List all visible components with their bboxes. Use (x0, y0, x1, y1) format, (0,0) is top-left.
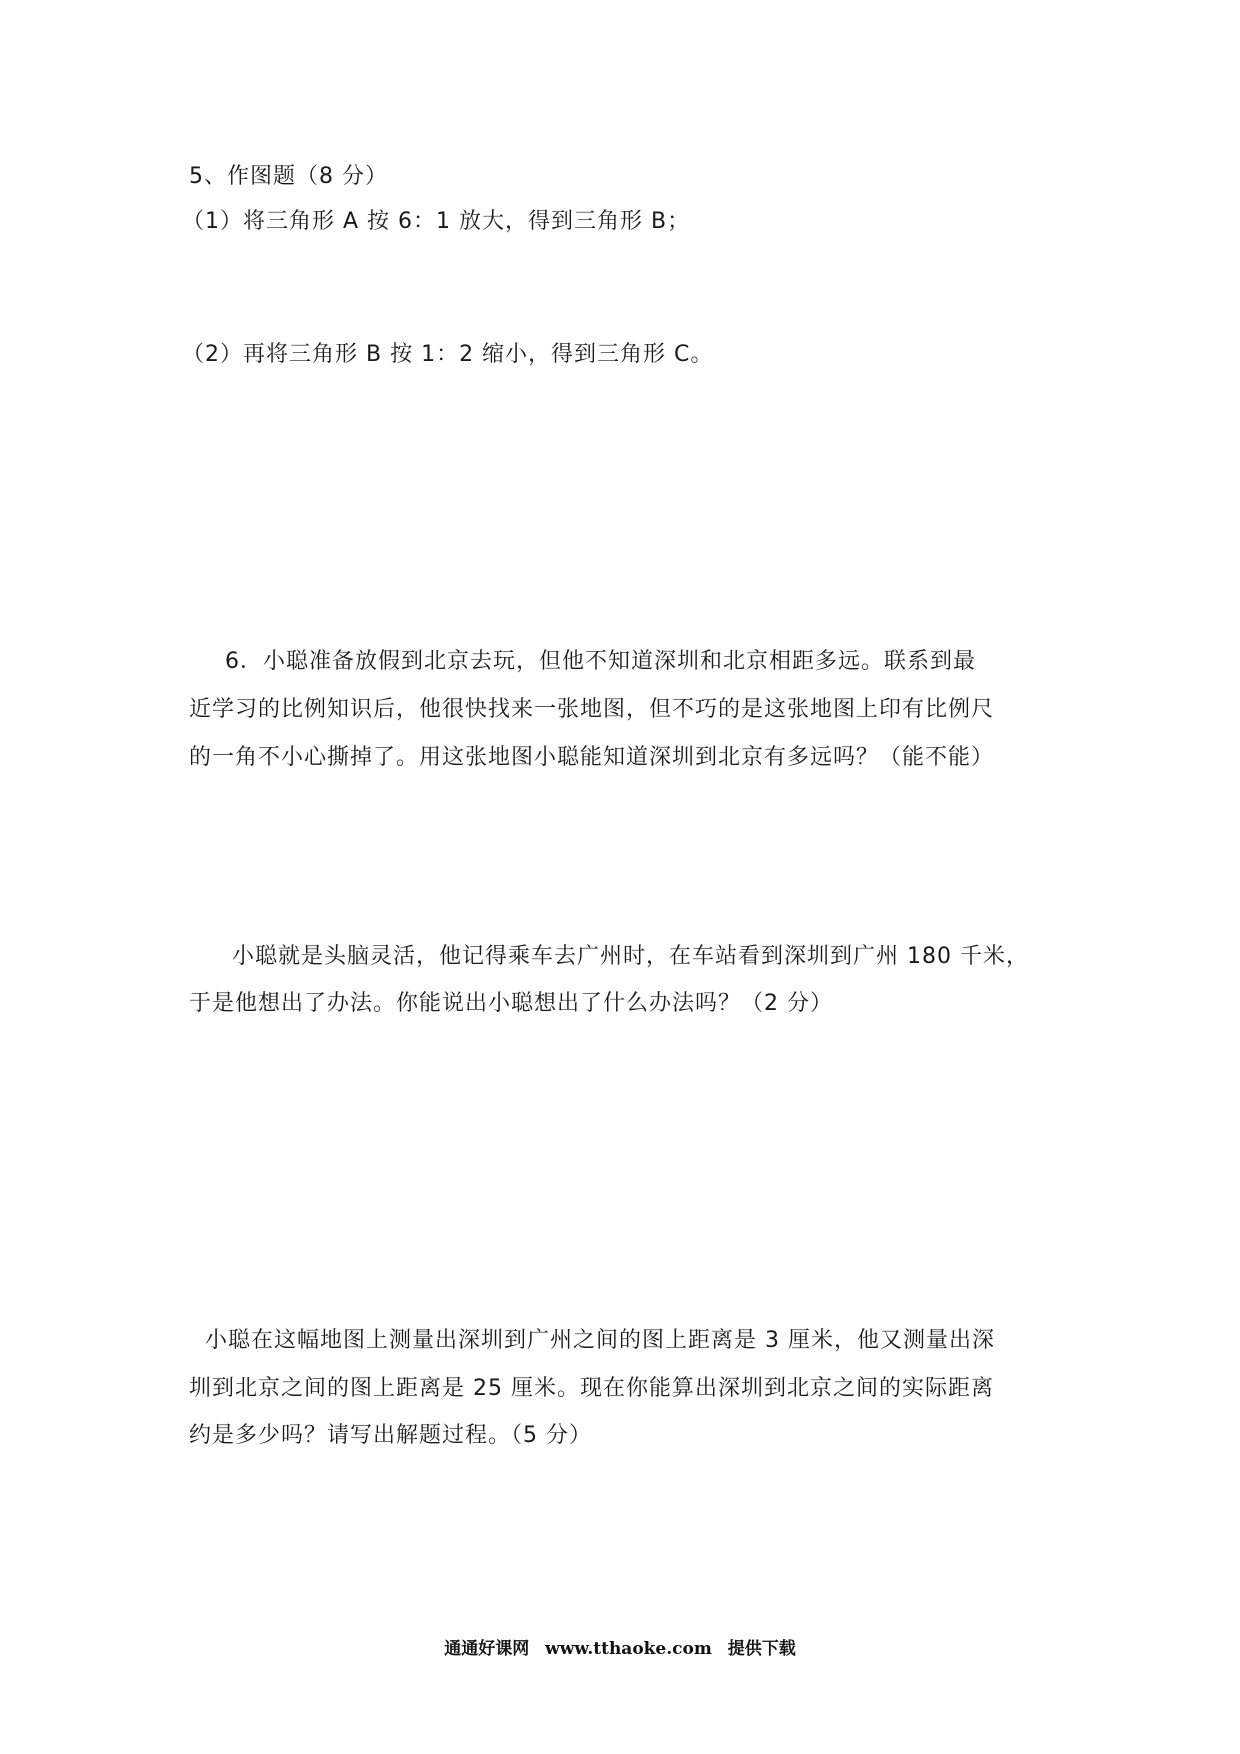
q5-part1: （1）将三角形 A 按 6：1 放大，得到三角形 B； (182, 209, 691, 234)
q6-para3-line2: 圳到北京之间的图上距离是 25 厘米。现在你能算出深圳到北京之间的实际距离 (189, 1376, 994, 1401)
q6-para3-line1: 小聪在这幅地图上测量出深圳到广州之间的图上距离是 3 厘米，他又测量出深 (205, 1328, 995, 1353)
footer-suffix: 提供下载 (727, 1639, 796, 1659)
footer-site-name: 通通好课网 (444, 1639, 530, 1659)
q6-para1-line2: 近学习的比例知识后，他很快找来一张地图，但不巧的是这张地图上印有比例尺 (189, 697, 995, 722)
q6-para2-line2: 于是他想出了办法。你能说出小聪想出了什么办法吗？（2 分） (189, 991, 833, 1016)
q5-part2: （2）再将三角形 B 按 1：2 缩小，得到三角形 C。 (182, 342, 714, 367)
q6-para1-line3: 的一角不小心撕掉了。用这张地图小聪能知道深圳到北京有多远吗？（能不能） (189, 745, 995, 770)
q5-title: 5、作图题（8 分） (189, 164, 388, 189)
q6-para3-line3: 约是多少吗？请写出解题过程。（5 分） (189, 1423, 592, 1448)
page-footer (0, 1634, 1240, 1659)
q6-para1-line1: 6．小聪准备放假到北京去玩，但他不知道深圳和北京相距多远。联系到最 (225, 649, 976, 674)
footer-url[interactable]: www.tthaoke.com (545, 1639, 712, 1659)
q6-para2-line1: 小聪就是头脑灵活，他记得乘车去广州时，在车站看到深圳到广州 180 千米， (232, 944, 1029, 969)
